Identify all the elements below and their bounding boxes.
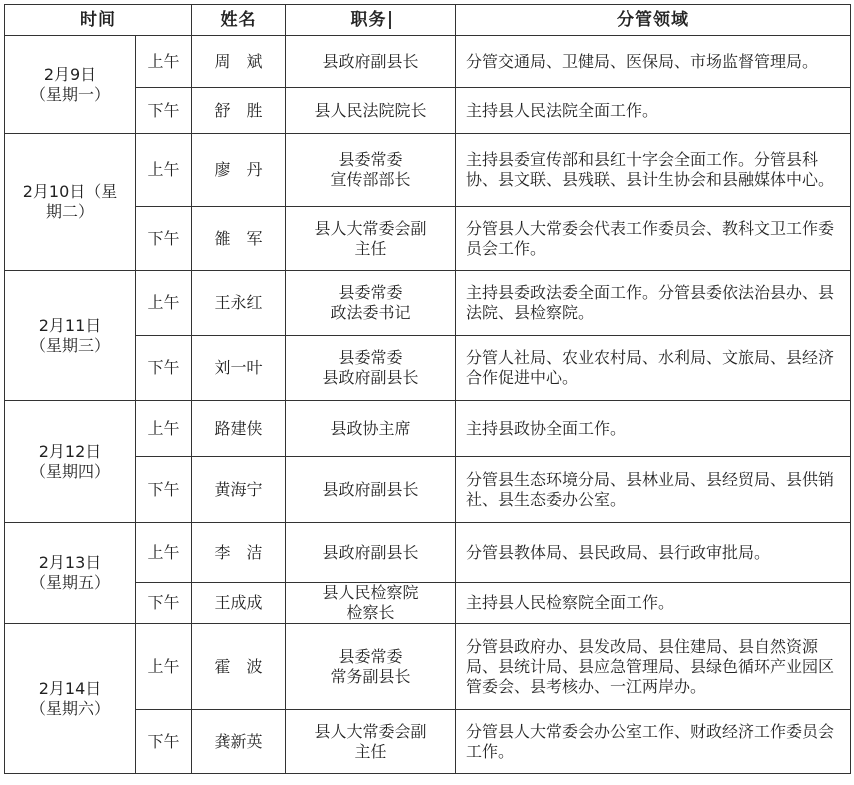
position-cell (286, 523, 456, 583)
duty-cell: 主持县委政法委全面工作。分管县委依法治县办、县法院、县检察院。 (456, 271, 851, 336)
position-line: 县委常委 (338, 150, 403, 169)
duty-cell: 分管县教体局、县民政局、县行政审批局。 (456, 523, 851, 583)
position-line: 县委常委 (338, 646, 403, 666)
date-cell (5, 401, 136, 523)
duty-cell: 分管县生态环境分局、县林业局、县经贸局、县供销社、县生态委办公室。 (456, 457, 851, 523)
position-cell (286, 401, 456, 457)
position-cell (286, 36, 456, 88)
date-cell (5, 134, 136, 271)
period-cell: 上午 (136, 624, 192, 710)
duty-cell: 主持县人民检察院全面工作。 (456, 583, 851, 624)
period-cell: 下午 (136, 88, 192, 134)
weekday-text: 期二） (45, 202, 94, 221)
position-line: 县委常委 (338, 348, 403, 367)
header-name: 姓名 (192, 5, 286, 36)
weekday-text: （星期三） (29, 335, 110, 355)
name-cell: 廖 丹 (192, 134, 286, 207)
position-line: 主任 (354, 238, 387, 258)
position-line: 县政府副县长 (322, 542, 419, 562)
name-cell: 李 洁 (192, 523, 286, 583)
name-cell: 霍 波 (192, 624, 286, 710)
date-text: 2月14日 (38, 678, 102, 698)
table-row (5, 401, 851, 457)
duty-cell: 分管县政府办、县发改局、县住建局、县自然资源局、县统计局、县应急管理局、县绿色循环产业园区管委会、县考核办、一江两岸办。 (456, 624, 851, 710)
name-cell: 刘一叶 (192, 336, 286, 401)
table-row (5, 36, 851, 88)
period-cell: 上午 (136, 36, 192, 88)
text-cursor (389, 11, 391, 29)
position-cell (286, 271, 456, 336)
weekday-text: （星期四） (29, 461, 110, 481)
position-line: 县人大常委会副 (314, 721, 427, 741)
position-line: 常务副县长 (330, 666, 411, 686)
position-cell (286, 457, 456, 523)
name-cell: 雒 军 (192, 207, 286, 271)
table-row (5, 271, 851, 336)
period-cell: 下午 (136, 583, 192, 624)
period-cell: 下午 (136, 457, 192, 523)
date-cell (5, 36, 136, 134)
position-line: 县人民检察院 (322, 583, 419, 602)
position-cell (286, 207, 456, 271)
duty-cell: 主持县委宣传部和县红十字会全面工作。分管县科协、县文联、县残联、县计生协会和县融媒体中心。 (456, 134, 851, 207)
table-row (5, 134, 851, 207)
position-line: 检察长 (346, 603, 395, 622)
period-cell: 上午 (136, 271, 192, 336)
position-line: 县人民法院院长 (314, 100, 427, 120)
position-line: 县政府副县长 (322, 51, 419, 71)
date-cell (5, 271, 136, 401)
period-cell: 上午 (136, 523, 192, 583)
date-text: 2月11日 (38, 315, 102, 335)
duty-cell: 主持县政协全面工作。 (456, 401, 851, 457)
position-line: 县政府副县长 (322, 479, 419, 499)
weekday-text: （星期一） (29, 84, 110, 104)
table-row (5, 523, 851, 583)
period-cell: 下午 (136, 207, 192, 271)
duty-cell: 分管县人大常委会代表工作委员会、教科文卫工作委员会工作。 (456, 207, 851, 271)
weekday-text: （星期六） (29, 698, 110, 718)
position-line: 县委常委 (338, 283, 403, 302)
position-cell (286, 710, 456, 774)
date-cell (5, 624, 136, 774)
period-cell: 上午 (136, 401, 192, 457)
leader-schedule-table (4, 4, 851, 774)
table-header-row (5, 5, 851, 36)
duty-cell: 主持县人民法院全面工作。 (456, 88, 851, 134)
date-text: 2月12日 (38, 441, 102, 461)
header-duty: 分管领域 (456, 5, 851, 36)
period-cell: 下午 (136, 336, 192, 401)
weekday-text: （星期五） (29, 573, 110, 592)
position-line: 县政府副县长 (322, 368, 419, 387)
header-position (286, 5, 456, 36)
position-cell (286, 134, 456, 207)
header-time: 时间 (5, 5, 192, 36)
duty-cell: 分管交通局、卫健局、医保局、市场监督管理局。 (456, 36, 851, 88)
name-cell: 龚新英 (192, 710, 286, 774)
date-text: 2月13日 (38, 553, 102, 572)
table-row (5, 624, 851, 710)
position-line: 政法委书记 (330, 303, 411, 322)
name-cell: 周 斌 (192, 36, 286, 88)
position-cell (286, 624, 456, 710)
header-position-label: 职务 (350, 10, 387, 30)
name-cell: 黄海宁 (192, 457, 286, 523)
duty-cell: 分管县人大常委会办公室工作、财政经济工作委员会工作。 (456, 710, 851, 774)
name-cell: 王永红 (192, 271, 286, 336)
position-line: 主任 (354, 741, 387, 761)
date-text: 2月9日 (43, 64, 97, 84)
name-cell: 舒 胜 (192, 88, 286, 134)
position-cell (286, 88, 456, 134)
date-text: 2月10日（星 (22, 182, 118, 201)
date-cell (5, 523, 136, 624)
period-cell: 上午 (136, 134, 192, 207)
position-line: 宣传部部长 (330, 170, 411, 189)
position-line: 县人大常委会副 (314, 218, 427, 238)
position-line: 县政协主席 (330, 418, 411, 438)
position-cell (286, 583, 456, 624)
name-cell: 王成成 (192, 583, 286, 624)
period-cell: 下午 (136, 710, 192, 774)
duty-cell: 分管人社局、农业农村局、水利局、文旅局、县经济合作促进中心。 (456, 336, 851, 401)
position-cell (286, 336, 456, 401)
name-cell: 路建侠 (192, 401, 286, 457)
